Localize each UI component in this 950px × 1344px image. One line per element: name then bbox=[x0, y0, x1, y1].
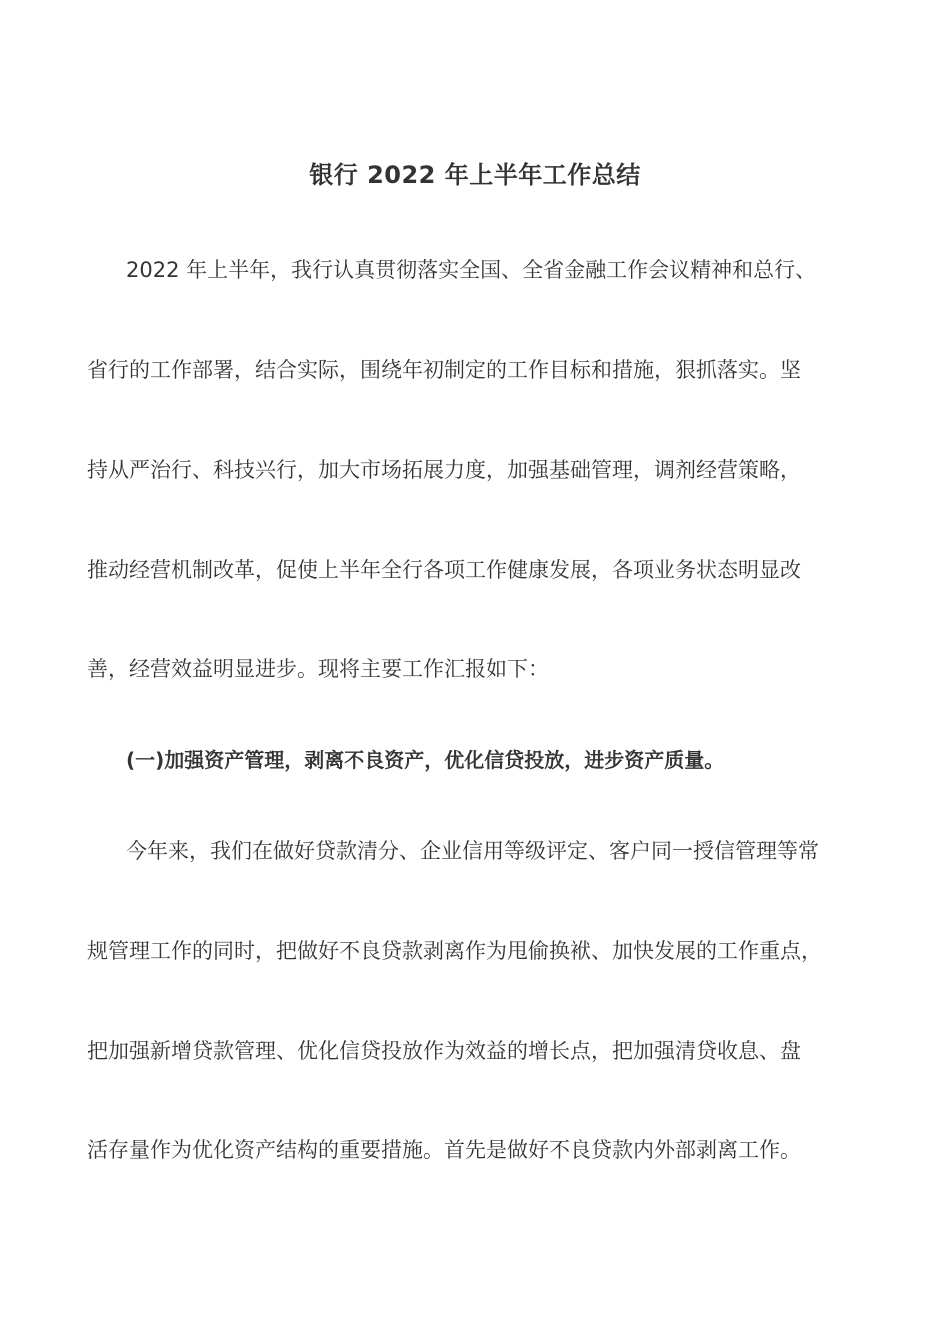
paragraph-2-line-3: 把加强新增贷款管理、优化信贷投放作为效益的增长点，把加强清贷收息、盘 bbox=[87, 1039, 801, 1063]
paragraph-2-line-1: 今年来，我们在做好贷款清分、企业信用等级评定、客户同一授信管理等常 bbox=[126, 839, 819, 863]
paragraph-2-line-4: 活存量作为优化资产结构的重要措施。首先是做好不良贷款内外部剥离工作。 bbox=[87, 1138, 801, 1162]
paragraph-1-line-5: 善，经营效益明显进步。现将主要工作汇报如下： bbox=[87, 657, 549, 681]
paragraph-1-line-3: 持从严治行、科技兴行，加大市场拓展力度，加强基础管理，调剂经营策略， bbox=[87, 458, 801, 482]
section-1-heading: (一)加强资产管理，剥离不良资产，优化信贷投放，进步资产质量。 bbox=[126, 748, 725, 772]
paragraph-1-line-4: 推动经营机制改革，促使上半年全行各项工作健康发展，各项业务状态明显改 bbox=[87, 558, 801, 582]
paragraph-1-line-1: 2022 年上半年，我行认真贯彻落实全国、全省金融工作会议精神和总行、 bbox=[126, 258, 817, 282]
paragraph-1-line-2: 省行的工作部署，结合实际，围绕年初制定的工作目标和措施，狠抓落实。坚 bbox=[87, 358, 801, 382]
document-title: 银行 2022 年上半年工作总结 bbox=[309, 161, 641, 189]
paragraph-2-line-2: 规管理工作的同时，把做好不良贷款剥离作为甩偷换袱、加快发展的工作重点， bbox=[87, 939, 822, 963]
